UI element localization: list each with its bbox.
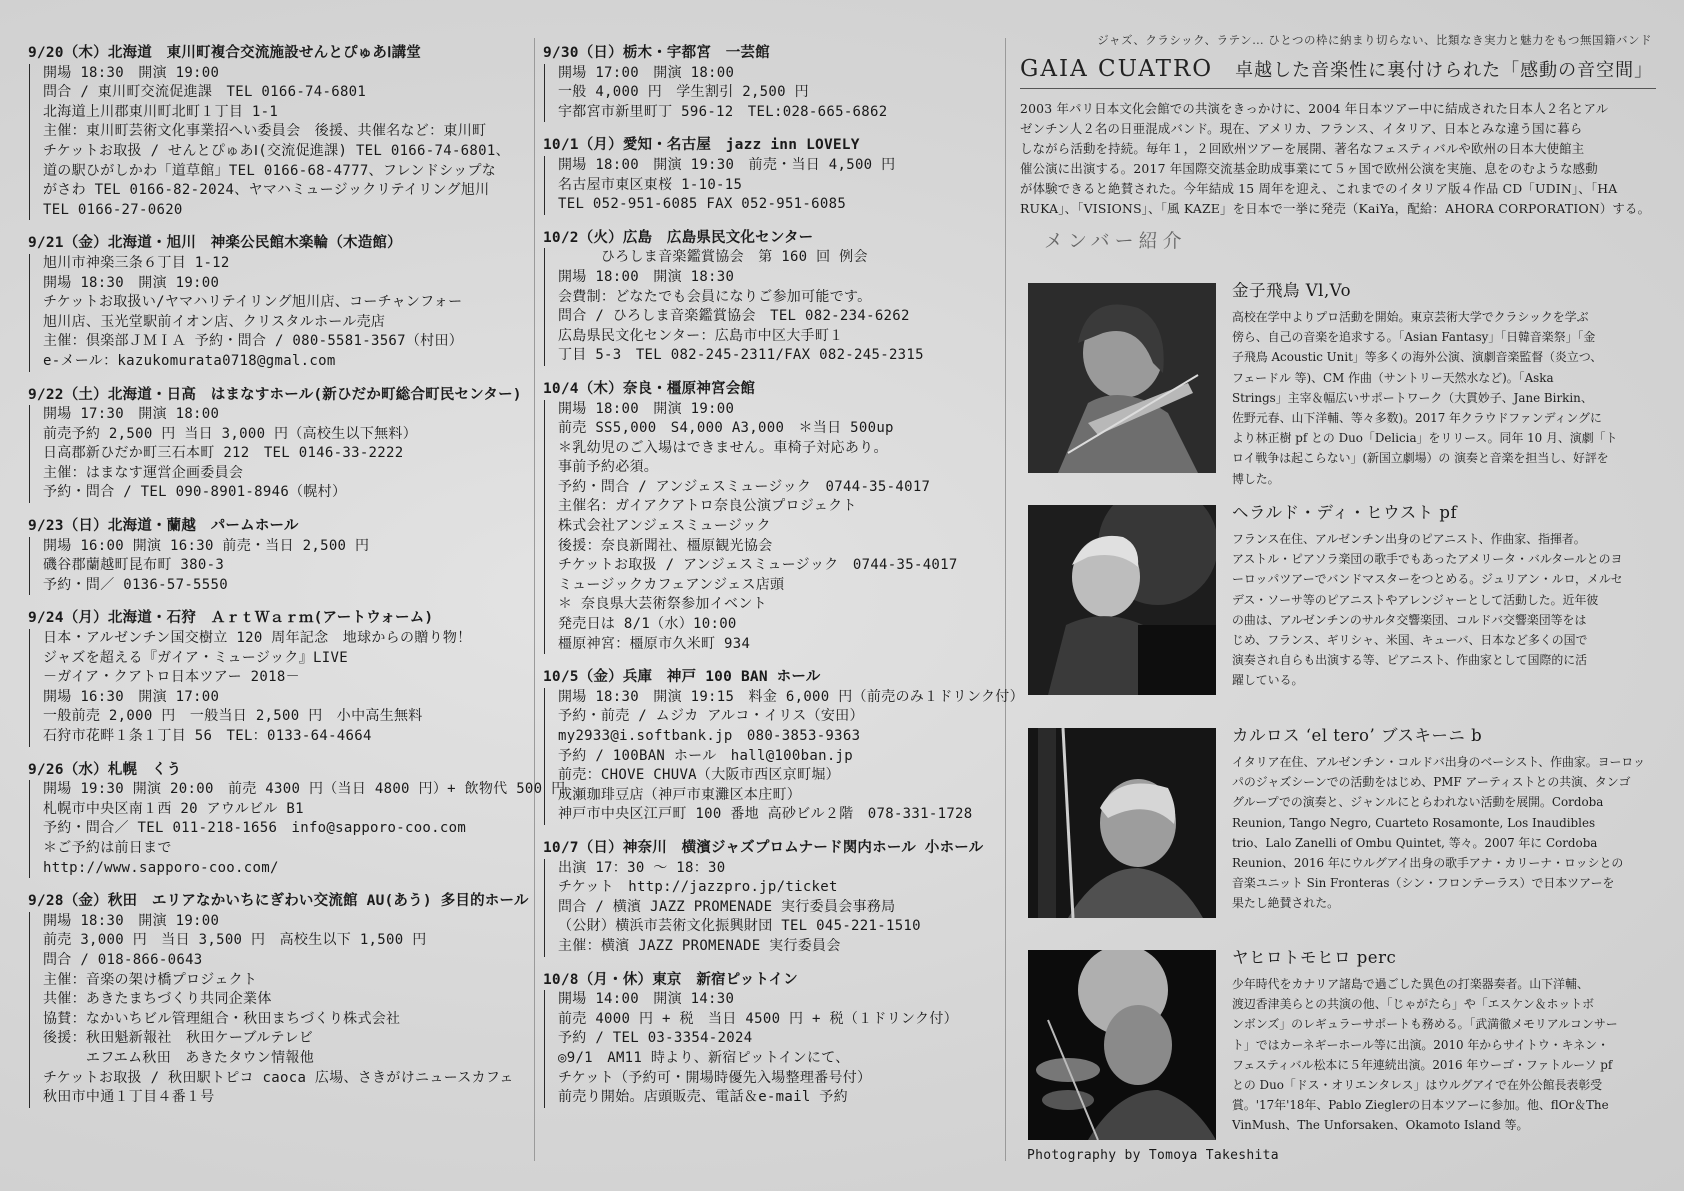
detail-line: 株式会社アンジェスミュージック [558,518,771,535]
detail-line: 開場 18:00 開演 18:30 [558,268,735,285]
detail-line: 開場 17:30 開演 18:00 [43,406,220,423]
detail-line: 予約 / 100BAN ホール hall@100ban.jp [558,747,854,764]
bio-line: の曲は、アルゼンチンのサルタ交響楽団、コルドバ交響楽団等をは [1232,612,1587,627]
detail-line: 開場 18:30 開演 19:00 [43,274,220,291]
intro-line: が体験できると絶賛された。今年結成 15 周年を迎え、これまでのイタリア版４作品 CD「UDIN」、「HA [1020,181,1618,196]
bio-line: Reunion, Tango Negro, Cuarteto Rosamonte, Los Inaudibles [1232,815,1596,830]
concert-details [544,248,1005,366]
detail-line: ＊ 奈良県大芸術祭参加イベント [558,596,767,613]
detail-line: 前売予約 2,500 円 当日 3,000 円（高校生以下無料） [43,425,418,442]
detail-line: 主催：はまなす運営企画委員会 [43,464,244,481]
concert-details [29,780,566,878]
concert-details [29,405,533,503]
bio-line: フェードル 等)、CM 作曲（サントリー天然水など)。「Aska [1232,370,1554,385]
detail-line: 成瀬珈琲豆店（神戸市東灘区本庄町） [558,786,802,803]
detail-line: ＊乳幼児のご入場はできません。車椅子対応あり。 [558,439,888,456]
concert-details [544,156,1005,215]
member-text [1232,283,1656,489]
member-photo [1028,505,1216,695]
concert-date-venue: 9/26（水）札幌 くう [28,761,182,778]
detail-line: －ガイア・クアトロ日本ツアー 2018－ [43,669,300,686]
detail-line: 予約・問合／ TEL 011-218-1656 info@sapporo-coo.com [43,820,467,837]
detail-line: 広島県民文化センター：広島市中区大手町１ [558,327,844,344]
detail-line: （公財）横浜市芸術文化振興財団 TEL 045-221-1510 [558,918,921,935]
concert-date-venue: 9/28（金）秋田 エリアなかいちにぎわい交流館 AU(あう) 多目的ホール [28,893,529,910]
concert-date-venue: 10/4（木）奈良・橿原神宮会館 [543,380,756,397]
detail-line: 発売日は 8/1（水）10:00 [558,616,737,633]
member-name: ヘラルド・ディ・ヒウスト pf [1232,503,1458,522]
concert-date-venue: 9/23（日）北海道・蘭越 パームホール [28,518,299,535]
detail-line: 名古屋市東区東桜 1-10-15 [558,176,743,193]
concert-details [29,64,533,221]
detail-line: 旭川市神楽三条６丁目 1-12 [43,254,230,271]
detail-line: 日本・アルゼンチン国交樹立 120 周年記念 地球からの贈り物！ [43,630,472,647]
intro-line: ゼンチン人２名の日亜混成バンド。現在、アメリカ、フランス、イタリア、日本とみな違う国に暮ら [1020,121,1583,136]
members-heading: メンバー紹介 [1044,230,1187,252]
detail-line: 主催：倶楽部ＪＭＩＡ 予約・問合 / 080-5581-3567（村田） [43,333,464,350]
detail-line: 道の駅ひがしかわ「道草館」TEL 0166-68-4777、フレンドシップな [43,162,497,179]
detail-line: チケットお取扱 / せんとぴゅあⅠ(交流促進課) TEL 0166-74-6801、 [43,142,510,159]
tagline: ジャズ、クラシック、ラテン… ひとつの枠に納まり切らない、比類なき実力と魅力をもつ無国籍バンド [1097,33,1652,47]
member-name: ヤヒロトモヒロ perc [1232,948,1397,967]
detail-line: チケットお取扱い/ヤマハリテイリング旭川店、コーチャンフォー [43,294,463,311]
bio-line: 音楽ユニット Sin Fronteras（シン・フロンテーラス）で日本ツアーを [1232,876,1615,891]
bio-line: ロイ戦争は起こらない」(新国立劇場）の 演奏と音楽を担当し、好評を [1232,451,1609,466]
column-divider [534,38,535,1161]
detail-line: 開場 18:30 開演 19:00 [43,912,220,929]
detail-line: 開場 17:00 開演 18:00 [558,64,735,81]
bio-line: 佐野元春、山下洋輔、等々多数)。2017 年クラウドファンディングに [1232,411,1602,426]
bio-line: VinMush、The Unforsaken、Okamoto Island 等。 [1232,1118,1529,1133]
detail-line: エフエム秋田 あきたタウン情報他 [43,1049,314,1066]
bio-line: 博した。 [1232,471,1280,486]
concert-listing [543,380,1005,654]
bio-line: trio、Lalo Zanelli of Ombu Quintet, 等々。2007 年に Cordoba [1232,835,1598,850]
detail-line: チケットお取扱 / 秋田駅トピコ caoca 広場、さきがけニュースカフェ [43,1069,514,1086]
bio-line: 果たし絶賛された。 [1232,896,1340,911]
detail-line: 磯谷郡蘭越町昆布町 380-3 [43,557,225,574]
concert-listing [543,136,1005,214]
detail-line: 問合 / 横濱 JAZZ PROMENADE 実行委員会事務局 [558,898,896,915]
bio-line: フェスティバル松本に５年連続出演。2016 年ウーゴ・ファトルーソ pf [1232,1057,1613,1072]
bio-line: 子飛鳥 Acoustic Unit」等多くの海外公演、演劇音楽監督（炎立つ、 [1232,350,1603,365]
concert-details [544,400,1005,655]
detail-line: e-メール：kazukomurata0718@gmal.com [43,352,336,369]
detail-line: 後援：秋田魁新報社 秋田ケーブルテレビ [43,1030,314,1047]
concert-listing [543,839,1005,957]
member-text [1232,505,1656,691]
bio-line: アストル・ピアソラ楽団の歌手でもあったアメリータ・バルタールとのヨ [1232,552,1623,567]
detail-line: 前売 4000 円 + 税 当日 4500 円 + 税（１ドリンク付） [558,1010,958,1027]
brand-row [1020,56,1656,89]
member-photo [1028,950,1216,1140]
bio-line: パのジャズシーンでの活動をはじめ、PMF アーティストとの共演、タンゴ [1232,775,1631,790]
detail-line: 開場 18:30 開演 19:00 [43,64,220,81]
member-bio [1232,752,1656,914]
intro-line: しながら活動を持続。毎年１，２回欧州ツアーを展開、著名なフェスティバルや欧州の日本大使館主 [1020,141,1585,156]
detail-line: ◎9/1 AM11 時より、新宿ピットインにて、 [558,1049,850,1066]
concert-details [544,990,1005,1108]
band-profile [1020,32,1656,253]
detail-line: 石狩市花畔１条１丁目 56 TEL：0133-64-4664 [43,728,372,744]
photo-credit: Photography by Tomoya Takeshita [1027,1148,1279,1163]
bio-line: 賞。'17年'18年、Pablo Zieglerの日本ツアーに参加。他、flOr＆The [1232,1098,1609,1113]
bio-line: より林正樹 pf との Duo「Delicia」をリリース。同年 10 月、演劇「ト [1232,431,1618,446]
bio-line: 演奏され自らも出演する等、ピアニスト、作曲家として国際的に活 [1232,653,1588,668]
schedule-column-left [28,44,566,1122]
detail-line: 宇都宮市新里町丁 596-12 TEL:028-665-6862 [558,103,888,120]
concert-details [544,688,1024,825]
detail-line: 前売：CHOVE CHUVA（大阪市西区京町堀） [558,767,840,784]
detail-line: 丁目 5-3 TEL 082-245-2311/FAX 082-245-2315 [558,347,924,364]
intro-line: 催公演に出演する。2017 年国際交流基金助成事業にて５ヶ国で欧州公演を実施、息をのむような感動 [1020,161,1598,176]
bio-line: イタリア在住、アルゼンチン・コルドバ出身のベーシスト、作曲家。ヨーロッ [1232,755,1645,769]
detail-line: 日高郡新ひだか町三石本町 212 TEL 0146-33-2222 [43,445,404,462]
detail-line: 前売 SS5,000 S4,000 A3,000 ＊当日 500up [558,420,894,437]
intro-line: 2003 年パリ日本文化会館での共演をきっかけに、2004 年日本ツアー中に結成された日本人２名とアル [1020,101,1609,116]
detail-line: http://www.sapporo-coo.com/ [43,859,279,876]
detail-line: 主催：東川町芸術文化事業招へい委員会 後援、共催名など：東川町 [43,123,487,140]
detail-line: 共催：あきたまちづくり共同企業体 [43,991,272,1008]
detail-line: 前売 3,000 円 当日 3,500 円 高校生以下 1,500 円 [43,932,427,949]
concert-date-venue: 9/22（土）北海道・日高 はまなすホール(新ひだか町総合町民センター) [28,386,522,403]
concert-listing [28,386,533,504]
concert-listing [28,44,533,220]
bio-line: デス・ソーサ等のピアニストやアレンジャーとして活動した。近年彼 [1232,592,1599,607]
concert-listing [543,971,1005,1108]
bio-line: Strings」主宰＆幅広いサポートワーク（大貫妙子、Jane Birkin、 [1232,390,1593,405]
concert-listing [28,761,566,879]
detail-line: 開場 18:30 開演 19:15 料金 6,000 円（前売のみ１ドリンク付） [558,688,1024,705]
concert-date-venue: 10/7（日）神奈川 横濱ジャズプロムナード関内ホール 小ホール [543,839,984,856]
bio-line: Reunion、2016 年にウルグアイ出身の歌手アナ・カリーナ・ロッシとの [1232,856,1624,871]
concert-date-venue: 9/30（日）栃木・宇都宮 一芸館 [543,45,770,61]
detail-line: 旭川店、玉光堂駅前イオン店、クリスタルホール売店 [43,313,386,330]
concert-listing [28,892,533,1108]
detail-line: 会費制：どなたでも会員になりご参加可能です。 [558,288,872,305]
member-name: 金子飛鳥 Vl,Vo [1232,281,1352,300]
detail-line: ひろしま音楽鑑賞協会 第 160 回 例会 [558,249,868,266]
band-subtitle: 卓越した音楽性に裏付けられた「感動の音空間」 [1235,60,1654,81]
concert-details [29,537,533,596]
concert-listing [543,668,1024,825]
detail-line: 秋田市中通１丁目４番１号 [43,1089,215,1106]
detail-line: 一般 4,000 円 学生割引 2,500 円 [558,84,809,101]
bio-line: じめ、フランス、ギリシャ、米国、キューバ、日本など多くの国で [1232,633,1588,648]
detail-line: 出演 17：30 ～ 18：30 [558,859,726,876]
concert-listing [28,234,533,371]
detail-line: TEL 052-951-6085 FAX 052-951-6085 [558,196,847,213]
concert-date-venue: 10/8（月・休）東京 新宿ピットイン [543,971,798,988]
concert-details [29,912,533,1108]
detail-line: 開場 16:30 開演 17:00 [43,688,220,705]
bio-line: ンボンズ」のレギュラーサポートも務める。「武満徹メモリアルコンサー [1232,1017,1618,1032]
member-text [1232,950,1656,1136]
bio-line: ーロッパツアーでバンドマスターをつとめる。ジュリアン・ルロ，メルセ [1232,572,1623,587]
bio-line: 躍している。 [1232,673,1304,688]
concert-listing [28,609,533,746]
detail-line: 事前予約必須。 [558,459,659,476]
detail-line: ミュージックカフェアンジェス店頭 [558,576,785,593]
member-bio [1232,529,1656,691]
concert-listing [28,517,533,595]
column-divider [1005,38,1006,1161]
concert-details [29,254,533,372]
detail-line: 橿原神宮：橿原市久米町 934 [558,635,751,652]
detail-line: 主催：音楽の架け橋プロジェクト [43,971,258,988]
member-photo [1028,728,1216,918]
detail-line: 問合 / ひろしま音楽鑑賞協会 TEL 082-234-6262 [558,308,910,325]
member-photo [1028,283,1216,473]
detail-line: 北海道上川郡東川町北町１丁目 1-1 [43,103,279,120]
detail-line: 神戸市中央区江戸町 100 番地 高砂ビル２階 078-331-1728 [558,806,973,823]
member-name: カルロス ‘el tero’ ブスキーニ b [1232,726,1483,745]
detail-line: チケット（予約可・開場時優先入場整理番号付） [558,1069,872,1086]
bio-line: フランス在住、アルゼンチン出身のピアニスト、作曲家、指揮者。 [1232,532,1586,546]
concert-details [29,629,533,747]
bio-line: 渡辺香津美らとの共演の他、「じゃがたら」や「エスケン＆ホットボ [1232,997,1595,1012]
detail-line: ジャズを超える『ガイア・ミュージック』LIVE [43,649,348,666]
detail-line: 予約・問合 / アンジェスミュージック 0744-35-4017 [558,478,931,495]
bio-line: 少年時代をカナリア諸島で過ごした異色の打楽器奏者。山下洋輔、 [1232,977,1589,991]
schedule-column-middle [543,44,1024,1122]
detail-line: TEL 0166-27-0620 [43,201,183,218]
detail-line: 問合 / 018-866-0643 [43,951,203,968]
concert-date-venue: 10/2（火）広島 広島県民文化センター [543,229,814,246]
concert-date-venue: 10/1（月）愛知・名古屋 jazz inn LOVELY [543,137,860,154]
detail-line: 予約・前売 / ムジカ アルコ・イリス（安田） [558,708,864,725]
detail-line: 開場 14:00 開演 14:30 [558,991,735,1008]
detail-line: ＊ご予約は前日まで [43,839,172,856]
detail-line: 主催名：ガイアクアトロ奈良公演プロジェクト [558,498,857,515]
detail-line: my2933@i.softbank.jp 080-3853-9363 [558,728,861,744]
concert-listing [543,229,1005,366]
concert-date-venue: 9/21（金）北海道・旭川 神楽公民館木楽輪（木造館） [28,235,402,252]
intro-line: RUKA」、「VISIONS」、「風 KAZE」を日本で一挙に発売（KaiYa，配給：AHORA CORPORATION）する。 [1020,201,1651,216]
bio-line: ト」ではカーネギーホール等に出演。2010 年からサイトウ・キネン・ [1232,1037,1609,1052]
detail-line: 問合 / 東川町交流促進課 TEL 0166-74-6801 [43,84,367,101]
detail-line: 予約 / TEL 03-3354-2024 [558,1030,753,1047]
bio-line: 高校在学中よりプロ活動を開始。東京芸術大学でクラシックを学ぶ [1232,310,1589,324]
concert-date-venue: 9/20（木）北海道 東川町複合交流施設せんとぴゅあⅠ講堂 [28,45,421,61]
detail-line: がさわ TEL 0166-82-2024、ヤマハミュージックリテイリング旭川 [43,182,490,199]
detail-line: 主催：横濱 JAZZ PROMENADE 実行委員会 [558,937,841,954]
concert-details [544,859,1005,957]
bio-line: グループでの演奏と、ジャンルにとらわれない活動を展開。Cordoba [1232,795,1604,810]
detail-line: 開場 19:30 開演 20:00 前売 4300 円（当日 4800 円）+ 飲物代 500 円 [43,781,566,798]
detail-line: 後援：奈良新聞社、橿原観光協会 [558,537,773,554]
member-text [1232,728,1656,914]
detail-line: 札幌市中央区南１西 20 アウルビル B1 [43,800,304,817]
band-name: GAIA CUATRO [1020,56,1214,82]
detail-line: チケットお取扱 / アンジェスミュージック 0744-35-4017 [558,557,958,574]
concert-date-venue: 9/24（月）北海道・石狩 ＡｒｔＷａｒｍ(アートウォーム) [28,610,434,627]
member-bio [1232,974,1656,1136]
detail-line: 協賛：なかいちビル管理組合・秋田まちづくり株式会社 [43,1010,401,1027]
detail-line: 開場 18:00 開演 19:30 前売・当日 4,500 円 [558,156,896,173]
detail-line: 一般前売 2,000 円 一般当日 2,500 円 小中高生無料 [43,708,423,725]
detail-line: チケット http://jazzpro.jp/ticket [558,879,838,896]
member-bio [1232,307,1656,489]
detail-line: 開場 16:00 開演 16:30 前売・当日 2,500 円 [43,537,370,554]
detail-line: 予約・問合 / TEL 090-8901-8946（幌村） [43,484,347,501]
detail-line: 開場 18:00 開演 19:00 [558,400,735,417]
concert-listing [543,44,1005,122]
detail-line: 予約・問／ 0136-57-5550 [43,576,228,593]
concert-date-venue: 10/5（金）兵庫 神戸 100 BAN ホール [543,669,821,686]
concert-details [544,64,1005,123]
bio-line: との Duo「ドス・オリエンタレス」はウルグアイで在外公館長表彰受 [1232,1078,1603,1093]
bio-line: 傍ら、自己の音楽を追求する。「Asian Fantasy」「日韓音楽祭」「金 [1232,330,1596,345]
band-introduction [1020,99,1656,219]
detail-line: 前売り開始。店頭販売、電話＆e-mail 予約 [558,1089,848,1106]
